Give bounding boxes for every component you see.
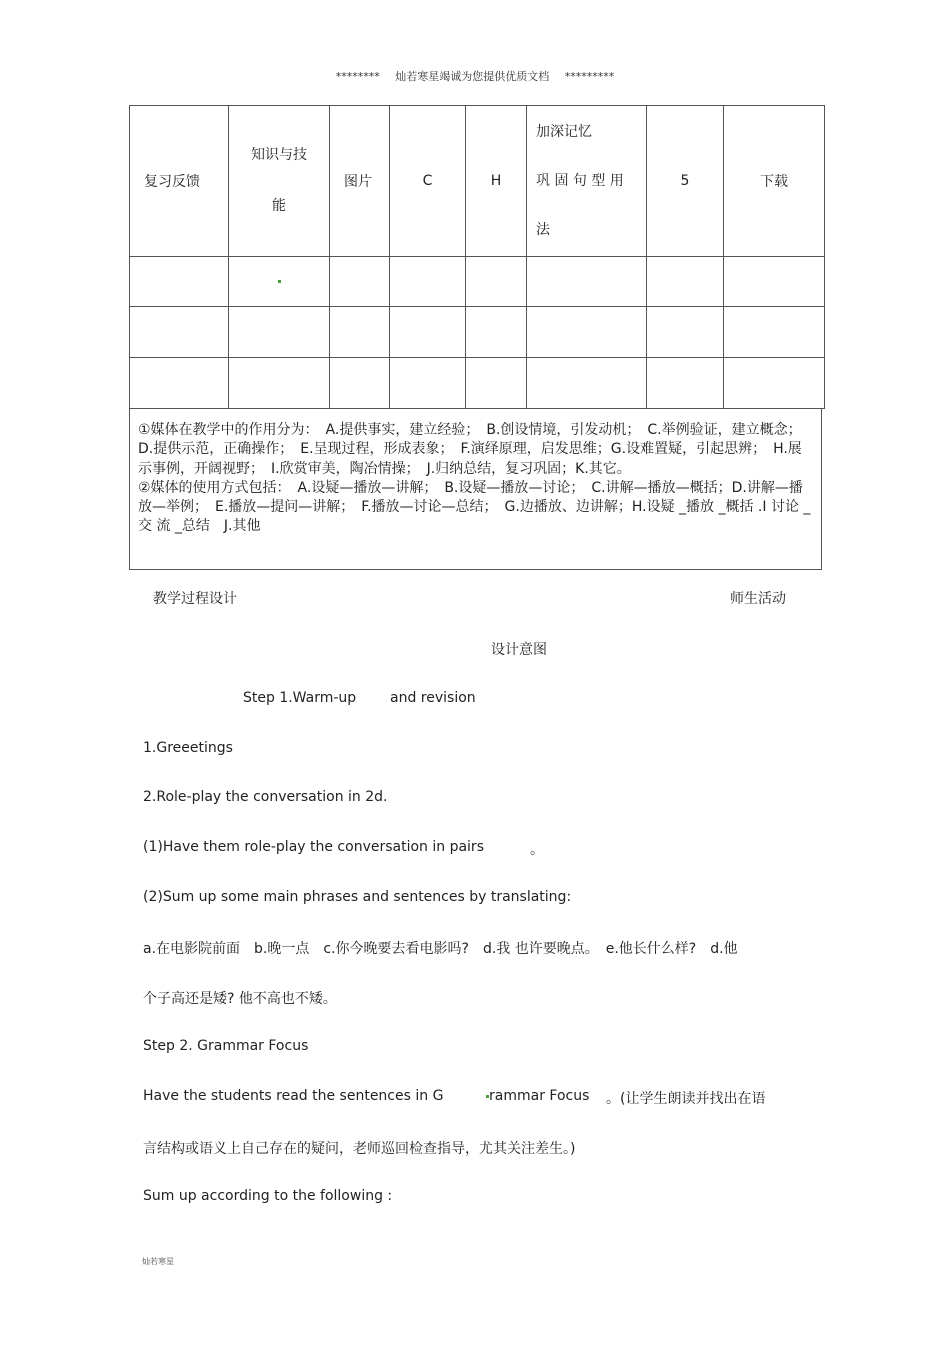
page-header <box>0 68 950 84</box>
step1-title: Step 1.Warm-up <box>243 690 357 706</box>
table-cell-c: C <box>390 106 466 257</box>
table-cell-review: 复习反馈 <box>130 106 229 257</box>
resource-table <box>129 105 825 409</box>
line-grammar-a: Have the students read the sentences in G <box>143 1088 444 1104</box>
line-sum-following: Sum up according to the following : <box>143 1188 393 1204</box>
media-notes-para1: ①媒体在教学中的作用分为： A.提供事实，建立经验； B.创设情境，引发动机； C.举例验证，建立概念； D.提供示范，正确操作； E.呈现过程，形成表象； F.演绎原理，启发思维；G.设难置疑，引起思辨； H.展示事例，开阔视野； I.欣赏审美，陶冶情操； J.归纳总结，复习巩固；K.其它。 <box>138 422 809 477</box>
line-grammar-note: 言结构或语义上自己存在的疑问，老师巡回检查指导，尤其关注差生。) <box>143 1141 576 1157</box>
table-cell-purpose: 加深记忆 巩 固 句 型 用 法 <box>527 106 647 257</box>
table-cell-download: 下载 <box>724 106 825 257</box>
line-pairs-mark: 。 <box>530 842 544 858</box>
line-translations-cont: 个子高还是矮? 他不高也不矮。 <box>143 991 337 1007</box>
header-title: 灿若寒星竭诚为您提供优质文档 <box>395 70 550 83</box>
step2-title: Step 2. Grammar Focus <box>143 1038 309 1054</box>
table-cell-five: 5 <box>647 106 724 257</box>
line-grammar-b: rammar Focus <box>486 1088 589 1104</box>
table-cell-h: H <box>466 106 527 257</box>
table-row <box>130 358 825 409</box>
media-notes-box <box>129 408 822 570</box>
line-pairs: (1)Have them role-play the conversation in pairs <box>143 839 484 855</box>
line-translations: a.在电影院前面 b.晚一点 c.你今晚要去看电影吗? d.我 也许要晚点。 e.他长什么样? d.他 <box>143 941 738 957</box>
table-row <box>130 106 825 257</box>
table-cell-picture: 图片 <box>330 106 390 257</box>
label-process: 教学过程设计 <box>153 591 237 607</box>
label-activity: 师生活动 <box>730 591 786 607</box>
header-stars-left: ******** <box>335 70 380 83</box>
header-stars-right: ********* <box>564 70 615 83</box>
table-row <box>130 307 825 358</box>
table-cell-knowledge: 知识与技 能 <box>229 106 330 257</box>
line-roleplay: 2.Role-play the conversation in 2d. <box>143 789 388 805</box>
green-dot-icon <box>278 280 281 283</box>
line-greetings: 1.Greeetings <box>143 740 233 756</box>
line-grammar-c: 。(让学生朗读并找出在语 <box>606 1091 766 1107</box>
label-intent: 设计意图 <box>491 642 547 658</box>
media-notes-para2: ②媒体的使用方式包括： A.设疑—播放—讲解； B.设疑—播放—讨论； C.讲解—播放—概括；D.讲解—播放—举例； E.播放—提问—讲解； F.播放—讨论—总结； G.边播放、边讲解；H.设疑 _播放 _概括 .I 讨论 _交 流 _总结 J.其他 <box>138 479 811 535</box>
table-row <box>130 257 825 307</box>
step1-subtitle: and revision <box>390 690 476 706</box>
page-footer: 灿若寒星 <box>142 1257 174 1266</box>
line-sumup: (2)Sum up some main phrases and sentences by translating: <box>143 889 572 905</box>
